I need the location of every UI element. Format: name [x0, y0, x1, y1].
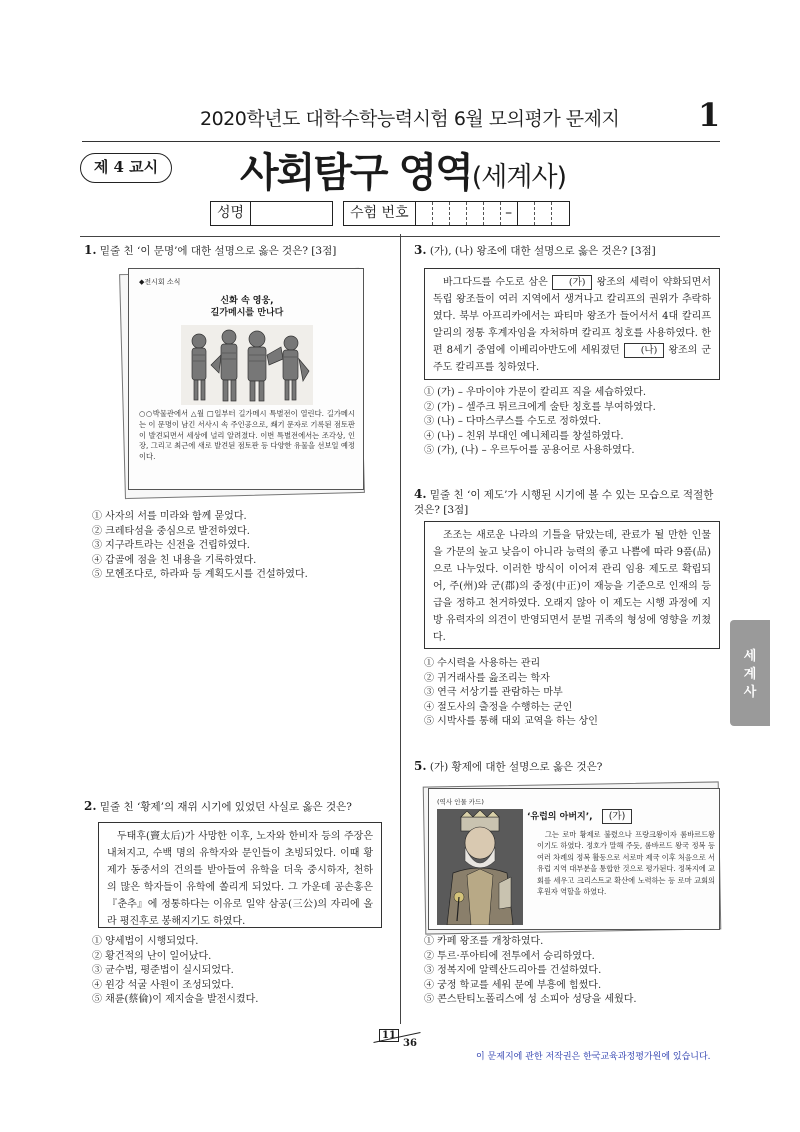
exam-number-cell [535, 202, 552, 225]
name-exam-number-row [210, 201, 570, 226]
question-4-passage: 조조는 새로운 나라의 기틀을 닦았는데, 관료가 될 만한 인물을 가문의 높고 낮음이 아니라 능력의 좋고 나쁨에 따라 9품(品)으로 나누었다. 이러한 방식이 이어져 관리 임용 제도로 확립되어, 주(州)와 군(郡)의 중정(中正)이 재능을 기준으로 인재의 등급을 정하고 천거하였다. 오래지 않아 이 제도는 시행 과정에 지방 유력자의 의견이 반영되면서 문벌 귀족의 형성에 영향을 끼쳤다. [424, 521, 720, 649]
exam-number-field[interactable] [416, 201, 570, 226]
question-4-text: 밑줄 친 ‘이 제도’가 시행된 시기에 볼 수 있는 모습으로 적절한 것은? [3점] [414, 489, 714, 516]
label-ga: (가) [602, 809, 633, 824]
exam-number-cell [467, 202, 484, 225]
question-3-stem [414, 243, 724, 259]
question-3-choice-1[interactable]: ① (가) – 우마이야 가문이 칼리프 직을 세습하였다. [424, 387, 647, 398]
exhibition-title [129, 295, 365, 319]
question-3-text: (가), (나) 왕조에 대한 설명으로 옳은 것은? [3점] [429, 245, 656, 257]
exam-number-cell [433, 202, 450, 225]
question-5-text: (가) 황제에 대한 설명으로 옳은 것은? [429, 761, 603, 773]
subject-side-tab-label [730, 648, 770, 702]
question-2-number: 2. [84, 799, 97, 813]
question-2-choice-5[interactable]: ⑤ 채륜(蔡倫)이 제지술을 발전시켰다. [92, 994, 259, 1006]
question-5-number: 5. [414, 759, 427, 773]
question-3-choice-5[interactable]: ⑤ (가), (나) – 우르두어를 공용어로 사용하였다. [424, 445, 635, 457]
question-3-number: 3. [414, 243, 427, 257]
question-2-choices [92, 935, 258, 1008]
question-5-choice-4[interactable]: ④ 궁정 학교를 세워 문예 부흥에 힘썼다. [424, 979, 602, 991]
emperor-portrait-image [437, 809, 523, 925]
question-4-choices [424, 657, 598, 730]
question-3-passage [424, 268, 720, 380]
exam-number-cell [416, 202, 433, 225]
exam-number-cell [450, 202, 467, 225]
question-4-choice-1[interactable]: ① 수시력을 사용하는 관리 [424, 658, 541, 669]
exhibition-tag: ◆전시회 소식 [139, 278, 181, 286]
question-2-passage: 두태후(竇太后)가 사망한 이후, 노자와 한비자 등의 주장은 내쳐지고, 수백 명의 유학자와 문인들이 초빙되었다. 이때 황제가 동중서의 건의를 받아들여 유학을 더욱 중시하자, 천하의 많은 학자들이 유학에 쏠리게 되었다. 그 가운데 공손홍은 『춘추』에 정통하다는 이유로 일약 삼공(三公)의 자리에 올라 평진후로 봉해지기도 하였다. [98, 822, 382, 928]
side-tab-char: 세 [743, 649, 757, 664]
question-2-stem [84, 799, 392, 815]
question-4-choice-5[interactable]: ⑤ 시박사를 통해 대외 교역을 하는 상인 [424, 716, 598, 728]
page-number: 1 [698, 96, 721, 134]
session-badge: 제 4 교시 [80, 153, 172, 183]
card-tag: (역사 인물 카드) [437, 798, 484, 806]
card-text: 그는 로마 황제로 불렸으나 프랑크왕이자 롬바르드왕이기도 하였다. 정호가 말해 주듯, 롬바르드 왕국 정복 등 여러 차례의 정복 활동으로 서로마 제국 이후 처음으로 서유럽 지역 대부분을 통합한 것으로 평가된다. 정복지에 교회를 세우고 크리스트교 확산에 노력하는 등 로마 교회의 후원자 역할을 하였다. [537, 830, 715, 897]
question-4-choice-4[interactable]: ④ 절도사의 출정을 수행하는 군인 [424, 701, 573, 713]
question-3-choice-3[interactable]: ③ (나) – 다마스쿠스를 수도로 정하였다. [424, 416, 602, 428]
question-1-choice-1[interactable]: ① 사자의 서를 미라와 함께 묻었다. [92, 511, 247, 522]
question-4-number: 4. [414, 487, 427, 501]
question-1-choice-5[interactable]: ⑤ 모헨조다로, 하라파 등 계획도시를 건설하였다. [92, 569, 308, 581]
exam-number-cell [518, 202, 535, 225]
exhibition-title-line2: 길가메시를 만나다 [210, 308, 284, 318]
name-label: 성명 [210, 201, 251, 226]
historical-figure-card [428, 788, 720, 930]
exhibition-title-line1: 신화 속 영웅, [220, 296, 274, 306]
question-3-choice-2[interactable]: ② (가) – 셀주크 튀르크에게 술탄 칭호를 부여하였다. [424, 401, 656, 413]
question-5-stem [414, 759, 724, 775]
current-page: 11 [379, 1029, 399, 1042]
card-title [527, 809, 632, 824]
question-2-choice-1[interactable]: ① 양세법이 시행되었다. [92, 936, 199, 947]
relief-sculpture-image [181, 325, 313, 405]
question-1-choice-3[interactable]: ③ 지구라트라는 신전을 건립하였다. [92, 540, 250, 552]
exhibition-notice-figure [128, 268, 364, 490]
question-4-stem [414, 487, 724, 518]
question-3-passage-part1: 바그다드를 수도로 삼은 [443, 277, 548, 288]
subject-side-tab [730, 620, 770, 726]
exam-title: 2020학년도 대학수학능력시험 6월 모의평가 문제지 [200, 108, 620, 130]
question-4-choice-3[interactable]: ③ 연극 서상기를 관람하는 마부 [424, 687, 563, 699]
section-subtitle: (세계사) [471, 162, 567, 193]
exhibition-text: ○○박물관에서 △월 □일부터 길가메시 특별전이 열린다. 길가메시는 이 문명이 남긴 서사시 속 주인공으로, 쐐기 문자로 기록된 점토판이 발견되면서 세상에 널리 알려졌다. 이번 특별전에서는 조각상, 인장, 그리고 최근에 새로 발견된 점토판 등 다양한 유물을 선보일 예정이다. [139, 409, 355, 462]
question-3-passage-part2: 왕조의 세력이 약화되면서 독립 왕조들이 여러 지역에서 생겨나고 칼리프의 권위가 추락하였다. 북부 아프리카에서는 파티마 왕조가 들어서서 4대 칼리프 알리의 정통 후계자임을 자처하며 칼리프 칭호를 사용하였다. 한편 8세기 중엽에 이베리아반도에 세워졌던 [433, 277, 711, 356]
question-4-choice-2[interactable]: ② 귀거래사를 읊조리는 학자 [424, 672, 550, 684]
question-3-passage-part3: 왕조의 군주도 칼리프를 칭하였다. [433, 345, 711, 373]
question-2-choice-3[interactable]: ③ 균수법, 평준법이 실시되었다. [92, 965, 234, 977]
question-1-number: 1. [84, 243, 97, 257]
question-5-choice-1[interactable]: ① 카페 왕조를 개창하였다. [424, 936, 544, 947]
page-counter [373, 1027, 423, 1049]
question-5-choice-5[interactable]: ⑤ 콘스탄티노폴리스에 성 소피아 성당을 세웠다. [424, 994, 637, 1006]
exam-number-cell [552, 202, 569, 225]
question-1-choice-2[interactable]: ② 크레타섬을 중심으로 발전하였다. [92, 525, 250, 537]
card-title-text: ‘유럽의 아버지’, [527, 812, 593, 822]
question-5-choice-3[interactable]: ③ 정복지에 알렉산드리아를 건설하였다. [424, 965, 602, 977]
question-2-text: 밑줄 친 ‘황제’의 재위 시기에 있었던 사실로 옳은 것은? [99, 801, 352, 813]
label-ga: (가) [552, 275, 593, 290]
question-5-choices [424, 935, 637, 1008]
copyright-notice: 이 문제지에 관한 저작권은 한국교육과정평가원에 있습니다. [476, 1052, 711, 1062]
question-1-choices [92, 510, 308, 583]
question-2-choice-2[interactable]: ② 황건적의 난이 일어났다. [92, 950, 212, 962]
side-tab-char: 계 [743, 667, 757, 682]
side-tab-char: 사 [743, 685, 757, 700]
total-pages: 36 [403, 1038, 417, 1049]
section-title-main: 사회탐구 영역 [240, 150, 472, 196]
column-divider [400, 234, 401, 1024]
exam-number-cell [484, 202, 501, 225]
question-1-choice-4[interactable]: ④ 갑골에 점을 친 내용을 기록하였다. [92, 554, 257, 566]
question-3-choices [424, 386, 656, 459]
name-field[interactable] [251, 201, 333, 226]
exam-number-dash: – [501, 202, 518, 225]
question-1-text: 밑줄 친 ‘이 문명’에 대한 설명으로 옳은 것은? [3점] [99, 245, 337, 257]
label-na: (나) [624, 343, 665, 358]
section-title [240, 141, 566, 198]
question-3-choice-4[interactable]: ④ (나) – 친위 부대인 예니체리를 창설하였다. [424, 430, 624, 442]
question-5-choice-2[interactable]: ② 투르·푸아티에 전투에서 승리하였다. [424, 950, 595, 962]
question-1-stem [84, 243, 392, 259]
exam-number-label: 수험 번호 [343, 201, 416, 226]
question-2-choice-4[interactable]: ④ 윈강 석굴 사원이 조성되었다. [92, 979, 234, 991]
